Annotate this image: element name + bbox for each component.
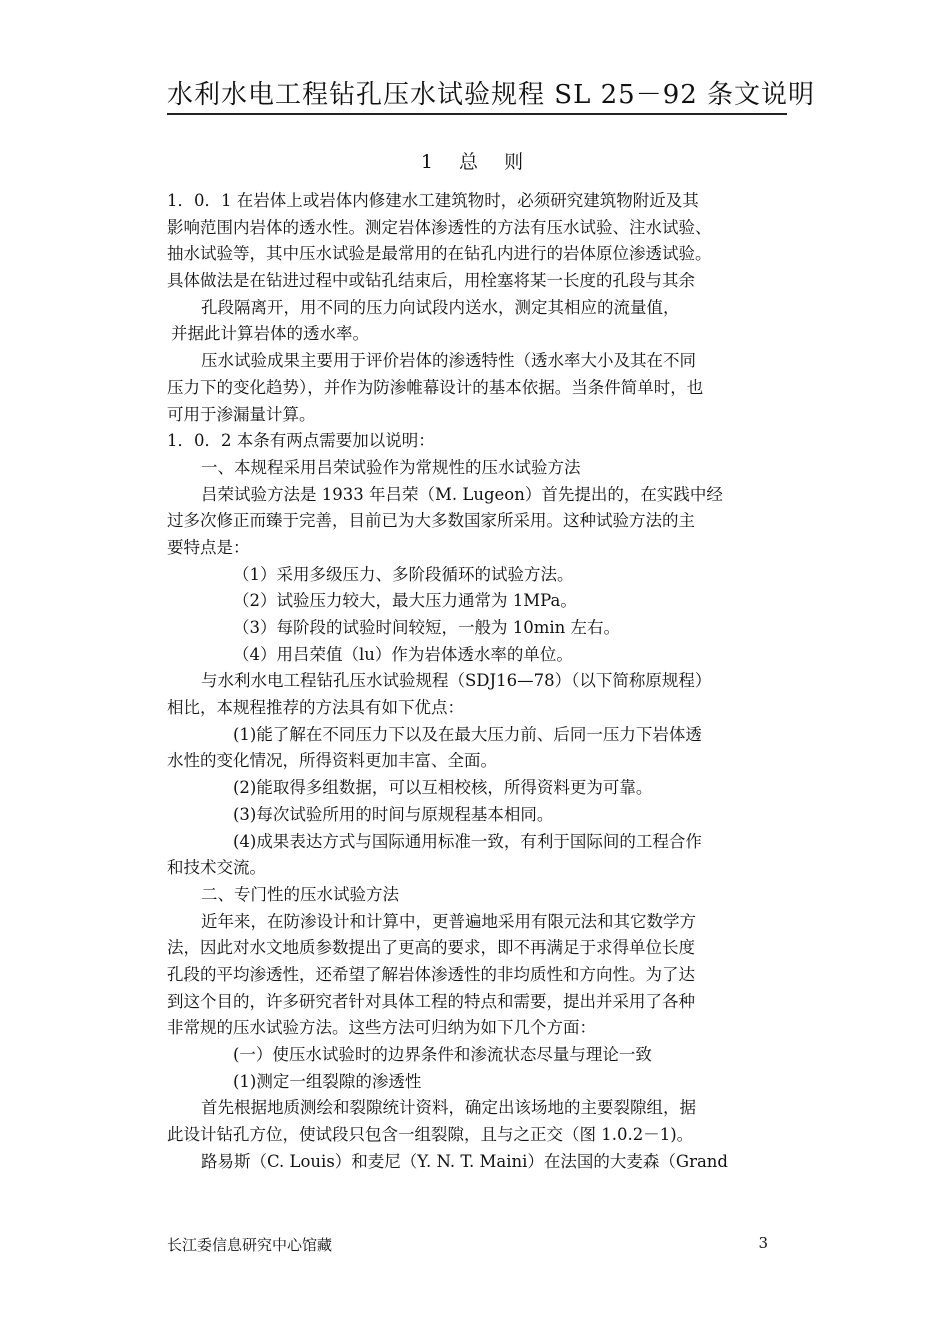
text-line: 此设计钻孔方位，使试段只包含一组裂隙，且与之正交（图 1.0.2－1)。 [167,1125,694,1145]
text-line: 首先根据地质测绘和裂隙统计资料，确定出该场地的主要裂隙组，据 [201,1098,696,1118]
text-line: 和技术交流。 [167,858,266,878]
text-line: (1)能了解在不同压力下以及在最大压力前、后同一压力下岩体透 [233,724,702,744]
text-line: 压力下的变化趋势），并作为防渗帷幕设计的基本依据。当条件简单时，也 [167,377,704,397]
section-title: 1 总 则 [420,151,534,173]
text-line: 1．0．2 本条有两点需要加以说明： [167,431,435,451]
body-text [167,188,787,1175]
text-line: 二、专门性的压水试验方法 [201,884,399,904]
text-line: 影响范围内岩体的透水性。测定岩体渗透性的方法有压水试验、注水试验、 [167,217,712,237]
text-line: 孔段的平均渗透性，还希望了解岩体渗透性的非均质性和方向性。为了达 [167,964,695,984]
text-line: （4）用吕荣值（lu）作为岩体透水率的单位。 [233,644,573,664]
text-line: 具体做法是在钻进过程中或钻孔结束后，用栓塞将某一长度的孔段与其余 [167,271,695,291]
text-line: 相比，本规程推荐的方法具有如下优点： [167,698,464,718]
document-header-title: 水利水电工程钻孔压水试验规程 SL 25－92 条文说明 [167,80,816,110]
text-line: 水性的变化情况，所得资料更加丰富、全面。 [167,751,497,771]
text-line: 法，因此对水文地质参数提出了更高的要求，即不再满足于求得单位长度 [167,938,695,958]
text-line: 1．0．1 在岩体上或岩体内修建水工建筑物时，必须研究建筑物附近及其 [167,191,699,210]
text-line: （3）每阶段的试验时间较短，一般为 10min 左右。 [233,618,621,637]
text-line: 抽水试验等，其中压水试验是最常用的在钻孔内进行的岩体原位渗透试验。 [167,244,712,264]
text-line: 与水利水电工程钻孔压水试验规程（SDJ16—78）（以下简称原规程） [201,671,712,691]
text-line: 过多次修正而臻于完善，目前已为大多数国家所采用。这种试验方法的主 [167,511,695,531]
page-number: 3 [758,1234,768,1252]
text-line: （2）试验压力较大，最大压力通常为 1MPa。 [233,591,577,611]
text-line: （1）采用多级压力、多阶段循环的试验方法。 [233,564,574,584]
text-line: 非常规的压水试验方法。这些方法可归纳为如下几个方面： [167,1018,596,1038]
footer-source: 长江委信息研究中心馆藏 [167,1236,333,1254]
text-line: 路易斯（C. Louis）和麦尼（Y. N. T. Maini）在法国的大麦森（Grand [201,1151,728,1171]
text-line: 一、本规程采用吕荣试验作为常规性的压水试验方法 [201,457,581,477]
text-line: (2)能取得多组数据，可以互相校核，所得资料更为可靠。 [233,778,653,798]
text-line: 要特点是： [167,537,250,557]
text-line: 并据此计算岩体的透水率。 [171,324,369,344]
text-line: (一）使压水试验时的边界条件和渗流状态尽量与理论一致 [233,1045,652,1064]
text-line: 孔段隔离开，用不同的压力向试段内送水，测定其相应的流量值， [201,297,680,317]
text-line: (1)测定一组裂隙的渗透性 [233,1071,422,1091]
header-divider [167,113,787,115]
text-line: 可用于渗漏量计算。 [167,404,316,424]
text-line: 近年来，在防渗设计和计算中，更普遍地采用有限元法和其它数学方 [201,911,696,931]
text-line: 吕荣试验方法是 1933 年吕荣（M. Lugeon）首先提出的，在实践中经 [201,484,723,504]
text-line: 到这个目的，许多研究者针对具体工程的特点和需要，提出并采用了各种 [167,991,695,1011]
text-line: (3)每次试验所用的时间与原规程基本相同。 [233,804,554,824]
text-line: (4)成果表达方式与国际通用标准一致，有利于国际间的工程合作 [233,831,702,851]
text-line: 压水试验成果主要用于评价岩体的渗透特性（透水率大小及其在不同 [201,351,696,371]
